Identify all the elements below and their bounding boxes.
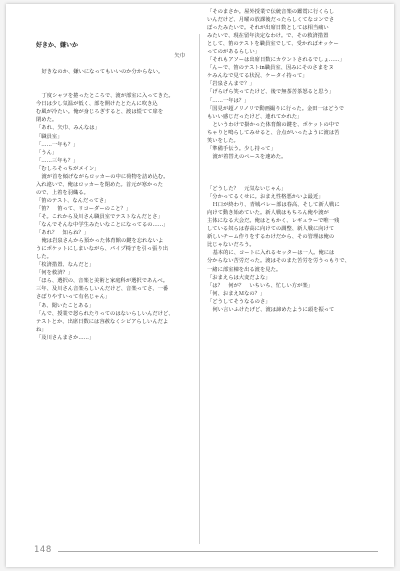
text-line: 一緒に部室棟を出る渡を見た。 <box>207 266 282 273</box>
text-line: 新しいチーム作りをするわけだから、その管理は俺の <box>207 234 335 241</box>
text-line: 分からない苦労だった。渡はそのまた苦労を労うっもりで、 <box>207 258 350 265</box>
text-line: 「及川さんまさか……」 <box>36 334 95 341</box>
blank-line <box>36 76 191 84</box>
text-line: 向けて動き始めていた。新人戦はもちろん俺や渡が <box>207 210 329 217</box>
text-line: 「……一年も？」 <box>36 141 79 148</box>
text-line: テストとか、出席日数には容赦なくシビアらしいんだよ <box>36 318 169 325</box>
text-line: 「なんでそんな中学生みたいなことになってるの……」 <box>36 222 169 229</box>
text-line: している奴らは春高に向けての調整、新人戦に向けて <box>207 226 335 233</box>
text-line: 笑いをした。 <box>207 137 239 144</box>
text-line: 「げらげら笑ってたけど、後で無茶苦茶怒ると思う」 <box>207 89 335 96</box>
text-line: ね」 <box>36 326 47 333</box>
text-line: さぼりやすいって有名じゃん」 <box>36 294 111 301</box>
text-line: 「どうしてそうなるのさ」 <box>207 298 271 305</box>
text-line: ので、上着を羽織る。 <box>36 189 89 196</box>
text-line: 「……三年も？」 <box>36 157 79 164</box>
left-column <box>36 30 191 342</box>
blank-line <box>207 177 365 185</box>
text-line: 「笛のテスト、なんだってさ」 <box>36 197 110 204</box>
text-line: もいい感じだったけど、連れてかれた」 <box>207 113 303 120</box>
text-line: 「国見が超ノリノリで動画撮りに行った。金田一はどうで <box>207 105 345 112</box>
text-line: 丁度シャツを捲ったところで、渡が部室に入ってきた。 <box>41 93 174 100</box>
text-line: ケみんなで見てる状況、ケータイ持って」 <box>207 73 308 80</box>
text-line: として、笛のテストを職員室でして、受かればオッケー <box>207 41 339 48</box>
text-line: した。 <box>36 254 52 261</box>
text-line: 「んで、授業で怒られたりってのはないらしいんだけど、 <box>36 310 174 317</box>
text-line: 渡が首を傾げながらロッカーの中に荷物を詰め込む。 <box>41 173 169 180</box>
text-line: 「それもアソーは出席日数にカウントされるでしょ……」 <box>207 57 345 64</box>
text-line: ちゃりと鳴らしてみせると、合点がいったように渡は苦 <box>207 129 340 136</box>
text-line: 入れ違いで、俺はロッカーを閉めた。首元が寒かった <box>36 181 163 188</box>
page-number: 148 <box>34 545 52 555</box>
text-line: 「笛？ 笛って、リコーダーのこと？」 <box>36 205 132 212</box>
story-title: 好きか、嫌いか <box>36 42 79 49</box>
text-line: 「分かってるくせに。おまえ性格悪かいよ最近」 <box>207 194 324 201</box>
text-line: 「岩泉さんまで？」 <box>207 81 255 88</box>
text-line: ぼったみたいで。それが出席日数としては相当痛い <box>207 25 329 32</box>
text-line: 「職員室」 <box>36 133 63 140</box>
text-line: 「むしろそっちがメイン」 <box>36 165 100 172</box>
story-author: 矢巾 <box>174 53 185 60</box>
text-line: というわけで掛かった体育館の鍵を、ポケットの中で <box>212 121 340 128</box>
text-line: 「そ。これから及川さん職員室でテストなんだとさ」 <box>36 213 163 220</box>
text-line: うにポケットにしまいながら、パイプ椅子を引っ張り出 <box>36 246 168 253</box>
text-line: 「あれ、矢巾、みんなは」 <box>36 125 100 132</box>
text-line: みたいで、現在留年決定なわけ。で、その救済措置 <box>207 33 329 40</box>
text-line: 「どうした？ 元気ないじゃん」 <box>207 186 287 193</box>
text-line: 「準備手伝う。少し持って」 <box>207 145 276 152</box>
text-line: 「あれ？ 知らね？」 <box>36 230 89 237</box>
text-line: 今日は少し気温が低く、部を開けたとたんに吹き込 <box>36 101 158 108</box>
text-line: 「何を救済？」 <box>36 270 74 277</box>
text-line: 渡が着替えのペースを速めた。 <box>212 153 287 160</box>
text-line: 何い言いふけたげど、渡は諦めたように頭を振って <box>212 306 335 313</box>
text-line: む風が冷たい。俺が身じろぎすると、渡は慌てて扉を <box>36 109 164 116</box>
text-line: 主体になる大会だ。俺はともかく、レギュラーで唯一残 <box>207 218 340 225</box>
footer-rule <box>58 551 378 552</box>
lead-line: 好きなのか、嫌いになってもいいのか分からない。 <box>41 69 164 76</box>
text-line: 基本的に、コートに入れるセッターは一人。俺には <box>212 250 335 257</box>
text-line: 「うん」 <box>36 149 58 156</box>
blank-line <box>207 169 365 177</box>
text-line: 比じゃないだろう。 <box>207 242 255 249</box>
text-line: 「枚済措置、なんだと」 <box>36 262 95 269</box>
blank-line <box>207 161 365 169</box>
text-line: 「ほら、選択の、音楽と美術と家庭科が選択であんべ。 <box>36 278 169 285</box>
blank-line <box>36 84 191 92</box>
text-line: 閉めた。 <box>36 117 58 124</box>
text-line: 「そのまさか。屋外授業で伝統音楽の鑑賞に行くらし <box>207 9 335 15</box>
text-line: 「何、おまえＭなの？」 <box>207 290 266 297</box>
text-line: 「んーで、笛のテストin職員室、因みにそのさまをヌ <box>207 65 334 72</box>
text-line: 俺は岩泉さんから預かった体育館の鍵を忘れないよ <box>41 238 164 245</box>
column-divider <box>199 34 200 544</box>
text-line: 三年、及川さん音楽らしいんだけど、音楽ってさ、一番 <box>36 286 169 293</box>
text-line: Ｈ口が終わり、青城バレー部は春高、そして新人戦に <box>212 202 340 209</box>
right-column <box>207 8 365 314</box>
text-line: ってのがあるらしい」 <box>207 49 260 56</box>
book-page <box>6 4 394 567</box>
text-line: いんだけど、月曜の放課後だったらしくてなコンでさ <box>207 17 335 24</box>
blank-line <box>36 60 191 68</box>
text-line: 「あ、聞いたことある」 <box>36 302 95 309</box>
text-line: 「おまえらは大変だよな」 <box>207 274 271 281</box>
text-line: 「……一年は？」 <box>207 97 250 104</box>
text-line: 「は？ 何が？ いちいち、忙しい方が楽」 <box>207 282 313 289</box>
